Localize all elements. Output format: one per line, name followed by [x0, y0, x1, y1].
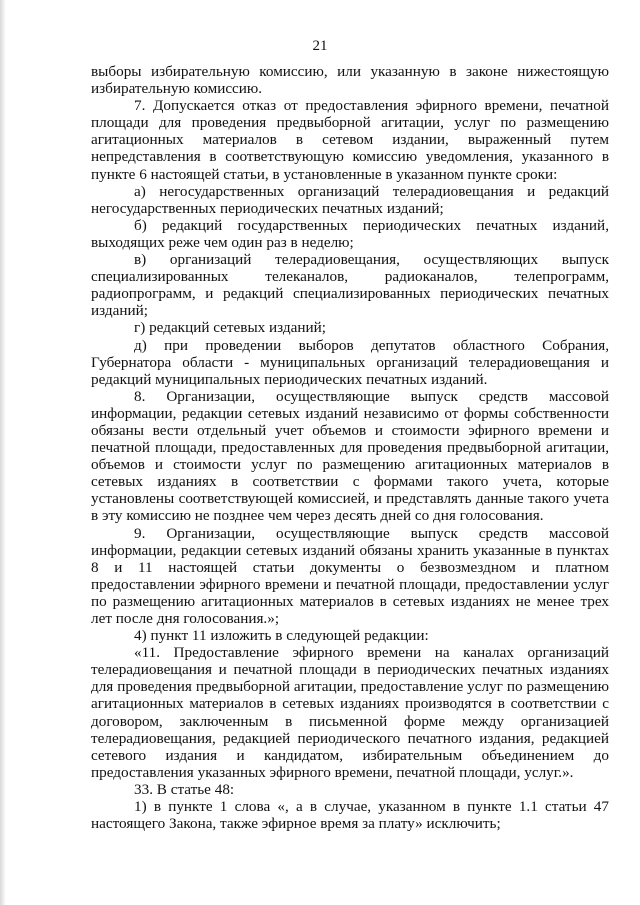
paragraph-article-33: 33. В статье 48: — [134, 780, 235, 798]
paragraph-clause-9: 9. Организации, осуществляющие выпуск средств массовой информации, редакции сетевых изданий обязаны хранить указанные в пунктах 8 и 11 настоящей статьи документы о безвозмездном и платном предоставлении эфирного времени и печатной площади, предоставлении услуг по размещению агитационных материалов в сетевых изданиях не менее трех лет после дня голосования.»; — [91, 524, 609, 627]
paragraph-item-1: 1) в пункте 1 слова «, а в случае, указанном в пункте 1.1 статьи 47 настоящего Закона, также эфирное время за плату» исключить; — [91, 798, 609, 833]
document-body — [91, 63, 609, 832]
paragraph-clause-11: «11. Предоставление эфирного времени на каналах организаций телерадиовещания и печатной площади в периодических печатных изданиях для проведения предвыборной агитации, предоставление услуг по размещению агитационных материалов в сетевых изданиях производятся в соответствии с договором, заключенным в письменной форме между организацией телерадиовещания, редакцией периодического печатного издания, редакцией сетевого издания и кандидатом, избирательным объединением до предоставления указанных эфирного времени, печатной площади, услуг.». — [91, 644, 609, 781]
paragraph-continuation: выборы избирательную комиссию, или указанную в законе нижестоящую избирательную комиссию. — [91, 63, 609, 98]
paragraph-subclause-a: а) негосударственных организаций телерадиовещания и редакций негосударственных периодических печатных изданий; — [91, 182, 609, 217]
paragraph-subclause-d: д) при проведении выборов депутатов областного Собрания, Губернатора области - муниципальных организаций телерадиовещания и редакций муниципальных периодических печатных изданий. — [91, 336, 609, 388]
paragraph-clause-8: 8. Организации, осуществляющие выпуск средств массовой информации, редакции сетевых изданий независимо от формы собственности обязаны вести отдельный учет объемов и стоимости эфирного времени и печатной площади, предоставленных для проведения предвыборной агитации, объемов и стоимости услуг по размещению агитационных материалов в сетевых изданиях в соответствии с формами такого учета, которые установлены соответствующей комиссией, и представлять данные такого учета в эту комиссию не позднее чем через десять дней со дня голосования. — [91, 387, 609, 525]
paragraph-subclause-b: б) редакций государственных периодических печатных изданий, выходящих реже чем один раз в неделю; — [91, 216, 609, 251]
page-number: 21 — [312, 38, 328, 54]
paragraph-clause-7: 7. Допускается отказ от предоставления эфирного времени, печатной площади для проведения предвыборной агитации, услуг по размещению агитационных материалов в сетевом издании, выраженный путем непредставления в соответствующую комиссию уведомления, указанного в пункте 6 настоящей статьи, в установленные в указанном пункте сроки: — [91, 97, 609, 183]
paragraph-subclause-v: в) организаций телерадиовещания, осуществляющих выпуск специализированных телеканалов, радиоканалов, телепрограмм, радиопрограмм, и редакций специализированных периодических печатных изданий; — [91, 251, 609, 320]
paragraph-subclause-g: г) редакций сетевых изданий; — [134, 319, 326, 337]
scan-edge — [0, 0, 6, 905]
paragraph-item-4: 4) пункт 11 изложить в следующей редакции: — [134, 627, 429, 645]
